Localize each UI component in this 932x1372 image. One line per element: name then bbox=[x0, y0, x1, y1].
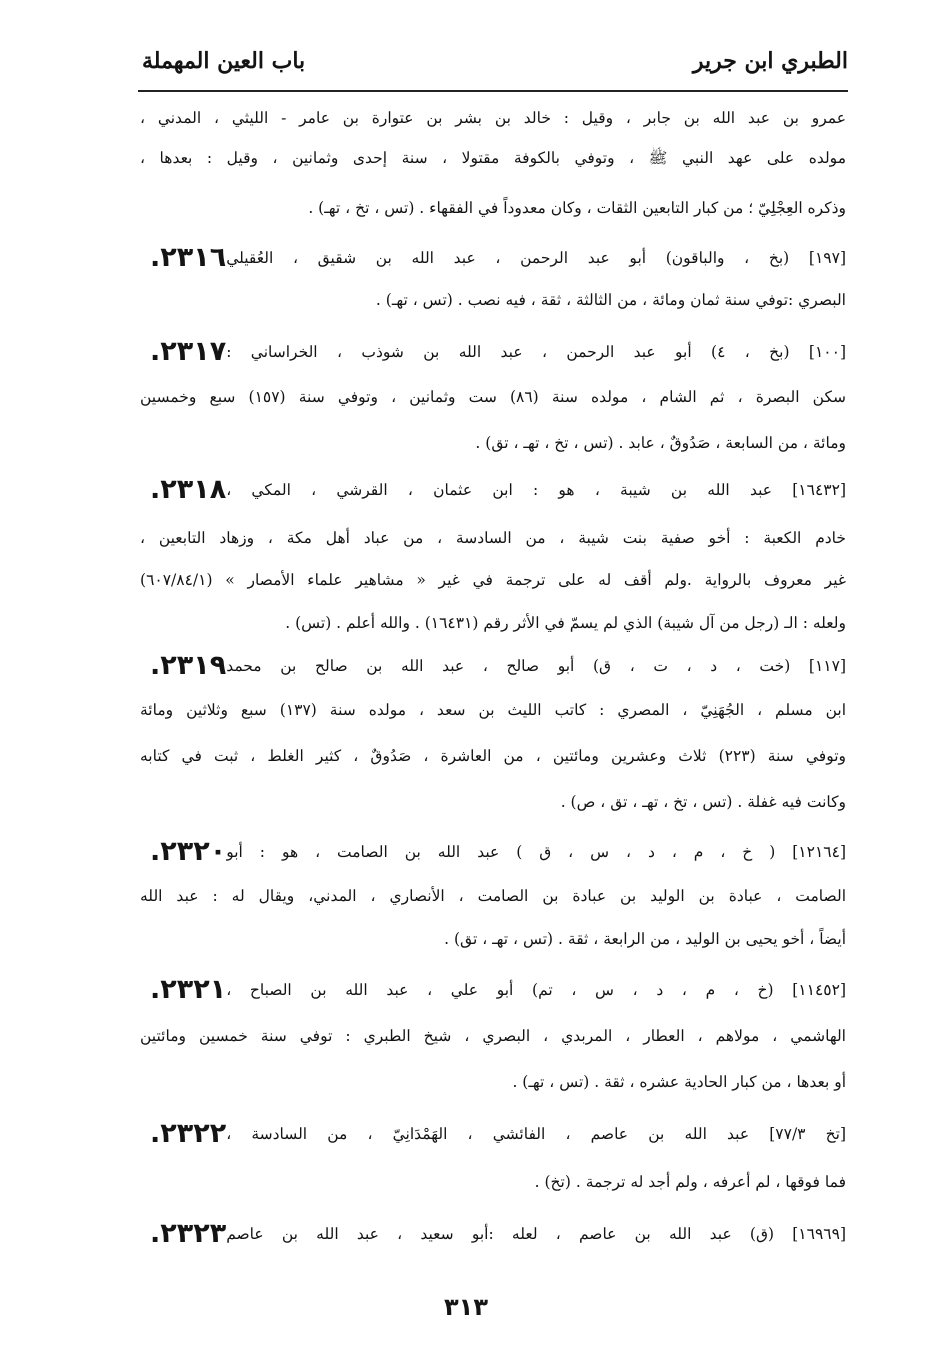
entry-body-line: خادم الكعبة : أخو صفية بنت شيبة ، من السادسة ، من عباد أهل مكة ، وزهاد التابعين ، bbox=[140, 529, 846, 547]
entry-heading-line bbox=[140, 970, 846, 1010]
entry-body-line: أو بعدها ، من كبار الحادية عشره ، ثقة . (تس ، تهـ) . bbox=[512, 1073, 846, 1091]
entry-heading-line bbox=[140, 1214, 846, 1254]
entry-body-line: وكانت فيه غفلة . (تس ، تخ ، تهـ ، تق ، ص) . bbox=[560, 793, 846, 811]
body-line: مولده على عهد النبي ﷺ ، وتوفي بالكوفة مقتولا ، سنة إحدى وثمانين ، وقيل : بعدها ، bbox=[140, 149, 846, 167]
entry-first-line: [١٩٧] (بخ ، والباقون) أبو عبد الرحمن ، عبد الله بن شقيق ، العُقيلي bbox=[226, 249, 846, 267]
entry-number: ٢٣١٦. bbox=[150, 242, 227, 273]
entry-body-line: ابن مسلم ، الجُهَنِيّ ، المصري : كاتب الليث بن سعد ، مولده سنة (١٣٧) سبع وثلاثين ومائة bbox=[140, 701, 846, 719]
entry-body-line: البصري :توفي سنة ثمان ومائة ، من الثالثة ، ثقة ، فيه نصب . (تس ، تهـ) . bbox=[375, 291, 846, 309]
entry-body-line: وتوفي سنة (٢٢٣) ثلاث وعشرين ومائتين ، من العاشرة ، صَدُوقٌ ، كثير الغلط ، ثبت في كتابه bbox=[140, 747, 846, 765]
entry-body-line: ومائة ، من السابعة ، صَدُوقٌ ، عابد . (تس ، تخ ، تهـ ، تق) . bbox=[475, 434, 846, 452]
entry-body-line: الهاشمي ، مولاهم ، العطار ، المربدي ، البصري ، شيخ الطبري : توفي سنة خمسين ومائتين bbox=[140, 1027, 846, 1045]
page-number: ٣١٣ bbox=[444, 1293, 488, 1321]
entry-body-line: الصامت ، عبادة بن الوليد بن عبادة بن الصامت ، الأنصاري ، المدني، ويقال له : عبد الله bbox=[140, 887, 846, 905]
entry-first-line: [١٠٠] (بخ ، ٤) أبو عبد الرحمن ، عبد الله بن شوذب ، الخراساني : bbox=[226, 343, 846, 361]
entry-body-line: غير معروف بالرواية .ولم أقف له على ترجمة في غير « مشاهير علماء الأمصار » (٦٠٧/٨٤/١) bbox=[140, 571, 846, 589]
entry-body-line: فما فوقها ، لم أعرفه ، ولم أجد له ترجمة . (تخ) . bbox=[534, 1173, 846, 1191]
entry-heading-line bbox=[140, 332, 846, 372]
entry-number: ٢٣١٧. bbox=[150, 336, 227, 367]
entry-number: ٢٣٢١. bbox=[150, 974, 227, 1005]
entry-body-line: أيضاً ، أخو يحيى بن الوليد ، من الرابعة ، ثقة . (تس ، تهـ ، تق) . bbox=[444, 930, 846, 948]
entry-heading-line bbox=[140, 1114, 846, 1154]
entry-number: ٢٣٢٢. bbox=[150, 1118, 227, 1149]
entry-heading-line bbox=[140, 238, 846, 278]
entry-number: ٢٣١٩. bbox=[150, 650, 227, 681]
entry-body-line: سكن البصرة ، ثم الشام ، مولده سنة (٨٦) ست وثمانين ، وتوفي سنة (١٥٧) سبع وخمسين bbox=[140, 388, 846, 406]
running-header-chapter: باب العين المهملة bbox=[142, 48, 306, 74]
entry-body-line: ولعله : الـ (رجل من آل شيبة) الذي لم يسمّ في الأثر رقم (١٦٤٣١) . والله أعلم . (تس) . bbox=[285, 614, 846, 632]
entry-number: ٢٣٢٠. bbox=[150, 836, 227, 867]
entry-number: ٢٣٢٣. bbox=[150, 1218, 227, 1249]
entry-heading-line bbox=[140, 832, 846, 872]
entry-first-line: [١١٤٥٢] (خ ، م ، د ، س ، تم) أبو علي ، عبد الله بن الصباح ، bbox=[226, 981, 846, 999]
entry-number: ٢٣١٨. bbox=[150, 474, 227, 505]
entry-first-line: [١١٧] (خت ، د ، ت ، ق) أبو صالح ، عبد الله بن صالح بن محمد bbox=[226, 657, 846, 675]
entry-heading-line bbox=[140, 646, 846, 686]
entry-first-line: [١٦٩٦٩] (ق) عبد الله بن عاصم ، لعله :أبو سعيد ، عبد الله بن عاصم bbox=[226, 1225, 846, 1243]
header-rule bbox=[138, 90, 848, 92]
entry-first-line: [تخ ٧٧/٣] عبد الله بن عاصم ، الفائشي ، الهَمْدَانِيّ ، من السادسة ، bbox=[226, 1125, 846, 1143]
body-line: وذكره العِجْلِيّ ؛ من كبار التابعين الثقات ، وكان معدوداً في الفقهاء . (تس ، تخ ، تهـ) . bbox=[308, 199, 846, 217]
entry-first-line: [١٢١٦٤] ( خ ، م ، د ، س ، ق ) عبد الله بن الصامت ، هو : أبو bbox=[226, 843, 846, 861]
entry-heading-line bbox=[140, 470, 846, 510]
body-line: عمرو بن عبد الله بن جابر ، وقيل : خالد بن بشر بن عتوارة بن عامر - الليثي ، المدني ، bbox=[140, 109, 846, 127]
entry-first-line: [١٦٤٣٢] عبد الله بن شيبة ، هو : ابن عثمان ، القرشي ، المكي ، bbox=[226, 481, 846, 499]
running-header-title: الطبري ابن جرير bbox=[692, 48, 848, 74]
